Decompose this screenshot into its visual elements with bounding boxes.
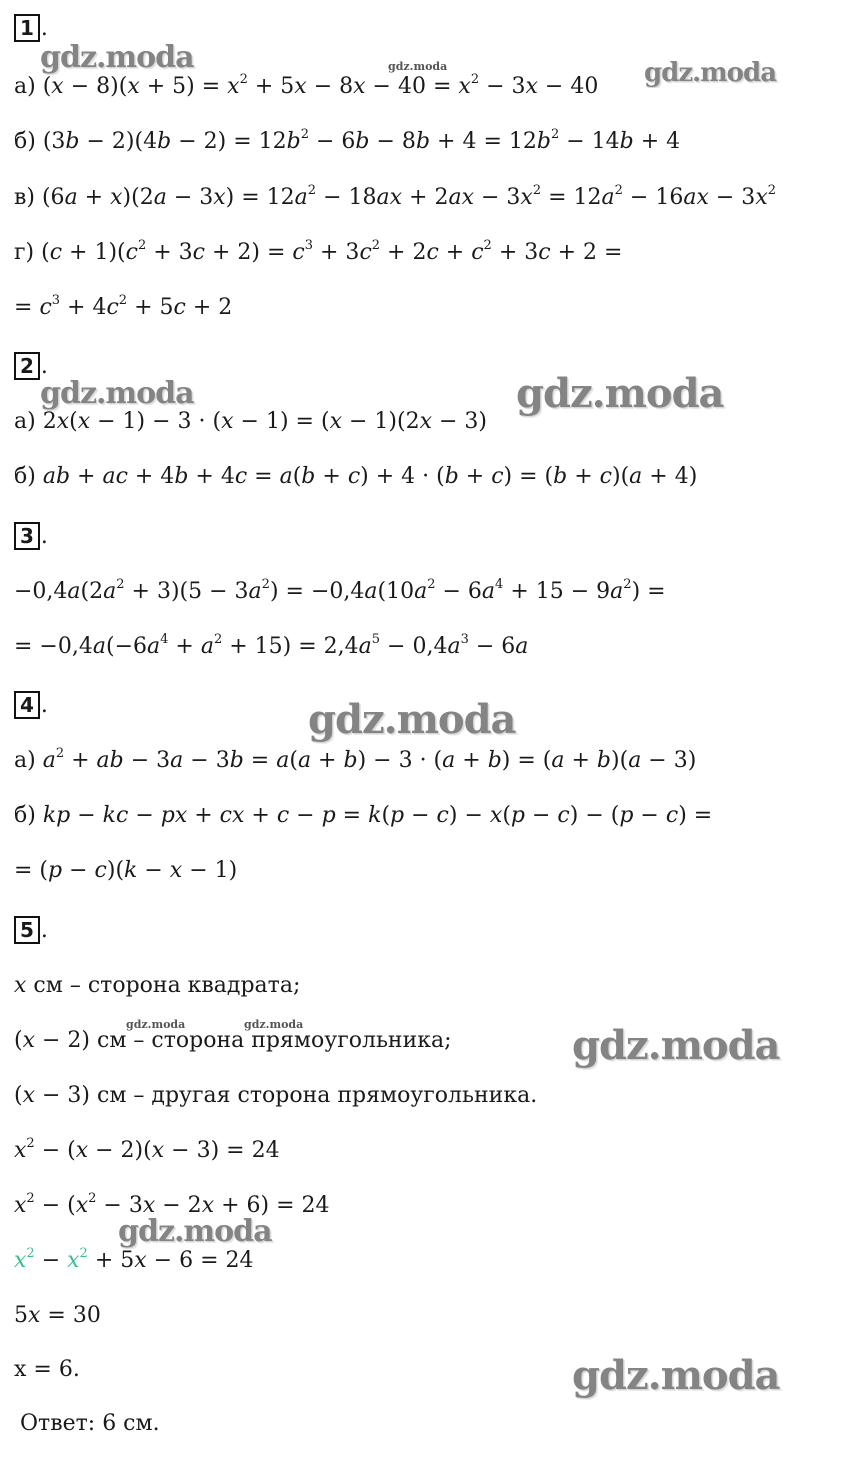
solution-5-result: x = 6.: [14, 1357, 80, 1382]
watermark: gdz.moda: [308, 696, 516, 743]
solution-5-eq4: 5x = 30: [14, 1303, 101, 1328]
task-number-2: 2 .: [14, 352, 48, 380]
solution-3-cont: = $-0,4a(-6a^4 + a^2 + 15) = 2,4a^5 - 0,4a^3 - 6a$: [14, 632, 529, 659]
solution-2a: а) 2x(x − 1) − 3 · (x − 1) = (x − 1)(2x − 3): [14, 409, 487, 434]
task-number-4: 4 .: [14, 691, 48, 719]
task-number-3: 3 .: [14, 522, 48, 550]
solution-1v: в) $(6a + x)(2a - 3x) = 12a^2 - 18ax + 2ax - 3x^2 = 12a^2 - 16ax - 3x^2$: [14, 183, 777, 210]
watermark: gdz.moda: [40, 40, 194, 75]
task-number-box: 1: [14, 14, 40, 42]
watermark: gdz.moda: [516, 370, 724, 417]
solution-1a: а) $(x - 8)(x + 5) = x^2 + 5x - 8x - 40 = x^2 - 3x - 40$: [14, 72, 599, 99]
watermark-small: gdz.moda: [126, 1018, 186, 1031]
task-number-5: 5 .: [14, 916, 48, 944]
solution-4a: а) $a^2$ + ab − 3a − 3b = a(a + b) − 3 · (a + b) = (a + b)(a − 3): [14, 746, 697, 773]
task-number-box: 4: [14, 691, 40, 719]
solution-1b: б) $(3b - 2)(4b - 2) = 12b^2 - 6b - 8b + 4 = 12b^2 - 14b + 4$: [14, 127, 681, 154]
solution-5-line1: x см – сторона квадрата;: [14, 973, 301, 998]
watermark-small: gdz.moda: [244, 1018, 304, 1031]
solution-5-line3: (x − 3) см – другая сторона прямоугольника.: [14, 1083, 538, 1108]
watermark: gdz.moda: [118, 1214, 272, 1249]
watermark-small: gdz.moda: [388, 60, 448, 73]
solution-2b: б) ab + ac + 4b + 4c = a(b + c) + 4 · (b + c) = (b + c)(a + 4): [14, 464, 698, 489]
solution-5-eq3: $x^2 - x^2 + 5x - 6 = 24$: [14, 1246, 254, 1273]
solution-1g: г) $(c + 1)(c^2 + 3c + 2) = c^3 + 3c^2 + 2c + c^2 + 3c + 2$ =: [14, 238, 623, 265]
watermark: gdz.moda: [572, 1022, 780, 1069]
solution-4b-cont: = (p − c)(k − x − 1): [14, 858, 238, 883]
watermark: gdz.moda: [40, 376, 194, 411]
task-number-box: 2: [14, 352, 40, 380]
task-number-box: 5: [14, 916, 40, 944]
task-number-box: 3: [14, 522, 40, 550]
solution-3: $-0,4a(2a^2 + 3)(5 - 3a^2) = -0,4a(10a^2 - 6a^4 + 15 - 9a^2)$ =: [14, 577, 666, 604]
solution-5-line2: (x − 2) см – сторона прямоугольника;: [14, 1028, 452, 1053]
watermark: gdz.moda: [572, 1352, 780, 1399]
answer-line: Ответ: 6 см.: [20, 1411, 160, 1436]
task-number-1: 1 .: [14, 14, 48, 42]
solution-5-eq1: $x^2 - (x - 2)(x - 3) = 24$: [14, 1136, 280, 1163]
solution-1g-cont: = $c^3 + 4c^2 + 5c + 2$: [14, 293, 233, 320]
solution-4b: б) kp − kc − px + cx + c − p = k(p − c) − x(p − c) − (p − c) =: [14, 803, 713, 828]
watermark: gdz.moda: [644, 58, 777, 88]
solution-5-eq2: $x^2 - (x^2 - 3x - 2x + 6) = 24$: [14, 1191, 330, 1218]
